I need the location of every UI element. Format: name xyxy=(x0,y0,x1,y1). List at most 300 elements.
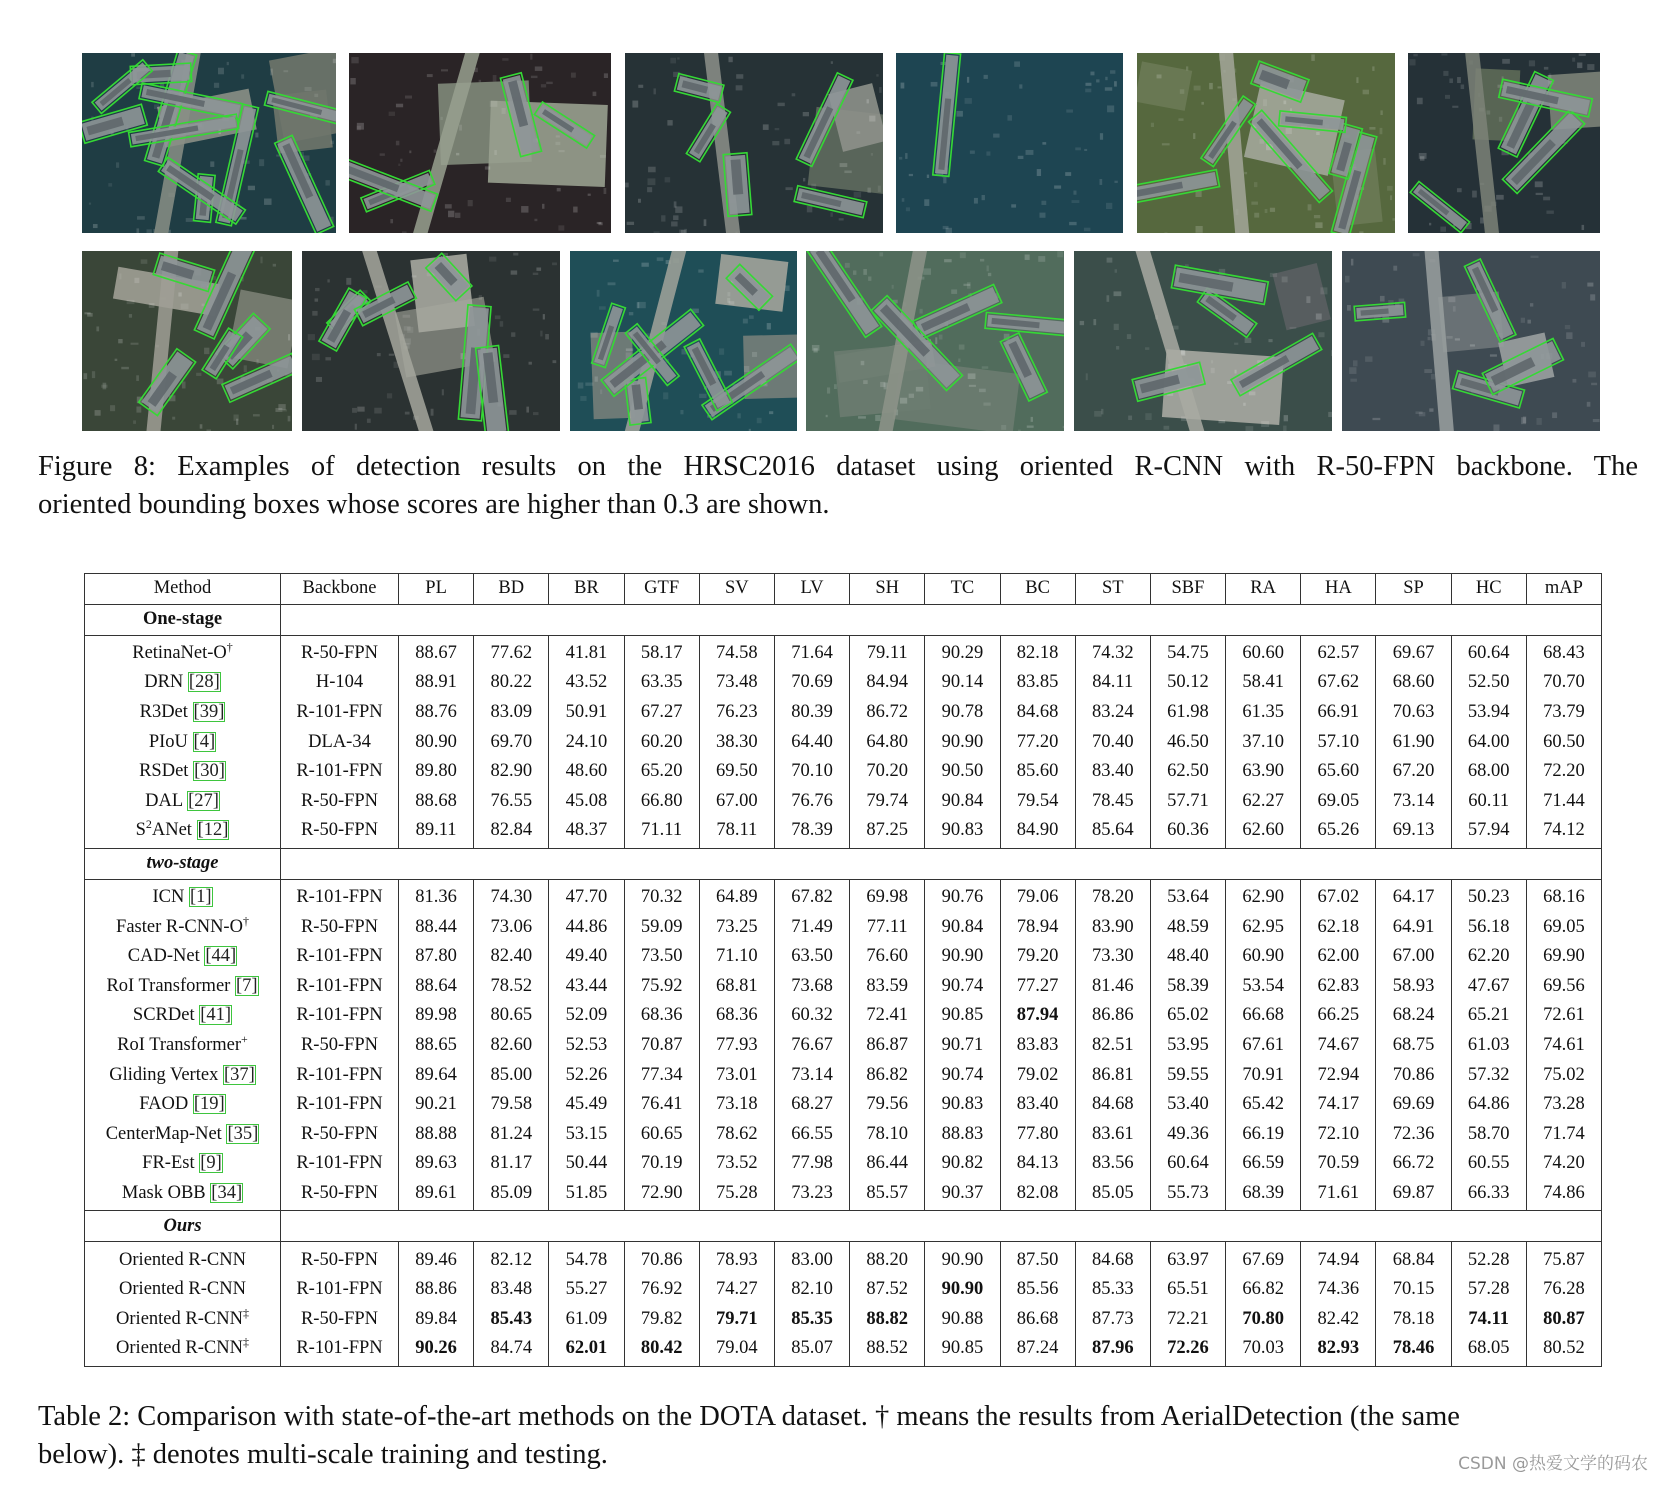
thumb-4-image xyxy=(896,53,1123,233)
value-cell-ra: 62.60 xyxy=(1226,816,1301,848)
value-cell-st: 83.90 xyxy=(1075,912,1150,942)
citation-link[interactable]: [41] xyxy=(200,1005,232,1026)
method-name: Oriented R-CNN xyxy=(119,1279,246,1300)
value-cell-bc: 85.56 xyxy=(1000,1275,1075,1305)
value-cell-sbf: 55.73 xyxy=(1150,1179,1225,1211)
citation-link[interactable]: [30] xyxy=(194,761,225,782)
value-cell-map: 75.87 xyxy=(1526,1242,1601,1275)
value-cell-sv: 68.36 xyxy=(699,1001,774,1031)
method-name: CAD-Net xyxy=(127,946,200,967)
backbone-cell: R-50-FPN xyxy=(281,1179,399,1211)
thumb-3-image xyxy=(625,53,883,233)
citation-link[interactable]: [4] xyxy=(193,731,216,752)
value-cell-bd: 81.24 xyxy=(474,1120,549,1150)
value-cell-pl: 88.64 xyxy=(399,972,474,1002)
header-sv: SV xyxy=(699,574,774,605)
value-cell-bc: 79.02 xyxy=(1000,1060,1075,1090)
citation-link[interactable]: [37] xyxy=(223,1064,255,1085)
value-cell-map: 80.52 xyxy=(1526,1334,1601,1366)
table-caption xyxy=(38,1398,1638,1474)
citation-link[interactable]: [44] xyxy=(205,946,237,967)
value-cell-ra: 66.19 xyxy=(1226,1120,1301,1150)
method-cell xyxy=(85,1275,281,1305)
value-cell-sv: 73.48 xyxy=(699,668,774,698)
value-cell-br: 50.91 xyxy=(549,698,624,728)
value-cell-ra: 70.80 xyxy=(1226,1304,1301,1334)
header-lv: LV xyxy=(774,574,849,605)
value-cell-tc: 88.83 xyxy=(925,1120,1000,1150)
value-cell-st: 73.30 xyxy=(1075,942,1150,972)
table-row xyxy=(85,1090,1602,1120)
method-mark: ‡ xyxy=(242,1305,249,1320)
value-cell-ra: 53.54 xyxy=(1226,972,1301,1002)
method-cell xyxy=(85,816,281,848)
value-cell-ha: 69.05 xyxy=(1301,787,1376,817)
value-cell-bc: 77.20 xyxy=(1000,727,1075,757)
value-cell-map: 69.90 xyxy=(1526,942,1601,972)
section-header-group xyxy=(85,848,1602,879)
value-cell-tc: 90.50 xyxy=(925,757,1000,787)
value-cell-ra: 67.69 xyxy=(1226,1242,1301,1275)
value-cell-ha: 72.94 xyxy=(1301,1060,1376,1090)
value-cell-hc: 64.00 xyxy=(1451,727,1526,757)
value-cell-st: 87.96 xyxy=(1075,1334,1150,1366)
backbone-cell: R-101-FPN xyxy=(281,1149,399,1179)
value-cell-st: 78.20 xyxy=(1075,879,1150,912)
value-cell-ha: 65.60 xyxy=(1301,757,1376,787)
value-cell-hc: 52.28 xyxy=(1451,1242,1526,1275)
value-cell-sh: 84.94 xyxy=(850,668,925,698)
thumb-11 xyxy=(1074,251,1332,431)
backbone-cell: R-50-FPN xyxy=(281,787,399,817)
value-cell-ra: 58.41 xyxy=(1226,668,1301,698)
value-cell-br: 24.10 xyxy=(549,727,624,757)
thumb-10-image xyxy=(806,251,1064,431)
value-cell-map: 68.16 xyxy=(1526,879,1601,912)
value-cell-lv: 68.27 xyxy=(774,1090,849,1120)
value-cell-hc: 56.18 xyxy=(1451,912,1526,942)
value-cell-gtf: 80.42 xyxy=(624,1334,699,1366)
value-cell-ha: 62.18 xyxy=(1301,912,1376,942)
value-cell-bd: 85.09 xyxy=(474,1179,549,1211)
method-name: RoI Transformer xyxy=(106,975,231,996)
value-cell-hc: 60.64 xyxy=(1451,635,1526,668)
value-cell-ra: 66.82 xyxy=(1226,1275,1301,1305)
thumb-1 xyxy=(82,53,336,233)
value-cell-sp: 78.18 xyxy=(1376,1304,1451,1334)
value-cell-st: 74.32 xyxy=(1075,635,1150,668)
value-cell-map: 80.87 xyxy=(1526,1304,1601,1334)
value-cell-sh: 64.80 xyxy=(850,727,925,757)
value-cell-ra: 70.91 xyxy=(1226,1060,1301,1090)
value-cell-sh: 70.20 xyxy=(850,757,925,787)
method-cell xyxy=(85,757,281,787)
backbone-cell: R-50-FPN xyxy=(281,1031,399,1061)
value-cell-sv: 78.11 xyxy=(699,816,774,848)
value-cell-bc: 84.90 xyxy=(1000,816,1075,848)
value-cell-hc: 68.00 xyxy=(1451,757,1526,787)
value-cell-bd: 82.84 xyxy=(474,816,549,848)
value-cell-st: 70.40 xyxy=(1075,727,1150,757)
header-sh: SH xyxy=(850,574,925,605)
value-cell-br: 45.08 xyxy=(549,787,624,817)
value-cell-ra: 62.95 xyxy=(1226,912,1301,942)
thumb-12 xyxy=(1342,251,1600,431)
value-cell-bd: 74.30 xyxy=(474,879,549,912)
value-cell-sh: 72.41 xyxy=(850,1001,925,1031)
value-cell-ra: 67.61 xyxy=(1226,1031,1301,1061)
value-cell-bc: 83.85 xyxy=(1000,668,1075,698)
value-cell-sv: 74.27 xyxy=(699,1275,774,1305)
value-cell-sh: 76.60 xyxy=(850,942,925,972)
thumb-6-image xyxy=(1408,53,1600,233)
value-cell-sv: 79.71 xyxy=(699,1304,774,1334)
value-cell-bd: 80.22 xyxy=(474,668,549,698)
citation-link[interactable]: [9] xyxy=(200,1153,222,1174)
value-cell-sp: 64.91 xyxy=(1376,912,1451,942)
value-cell-sv: 38.30 xyxy=(699,727,774,757)
value-cell-lv: 73.68 xyxy=(774,972,849,1002)
value-cell-map: 73.79 xyxy=(1526,698,1601,728)
value-cell-sp: 67.20 xyxy=(1376,757,1451,787)
value-cell-sv: 77.93 xyxy=(699,1031,774,1061)
value-cell-pl: 88.76 xyxy=(399,698,474,728)
value-cell-bc: 79.20 xyxy=(1000,942,1075,972)
value-cell-bd: 80.65 xyxy=(474,1001,549,1031)
value-cell-hc: 58.70 xyxy=(1451,1120,1526,1150)
value-cell-sp: 73.14 xyxy=(1376,787,1451,817)
value-cell-lv: 70.69 xyxy=(774,668,849,698)
value-cell-sbf: 50.12 xyxy=(1150,668,1225,698)
citation-link[interactable]: [19] xyxy=(193,1094,225,1115)
value-cell-sp: 58.93 xyxy=(1376,972,1451,1002)
value-cell-br: 61.09 xyxy=(549,1304,624,1334)
table-caption-line-2: below). ‡ denotes multi-scale training and testing. xyxy=(38,1439,608,1470)
value-cell-sp: 72.36 xyxy=(1376,1120,1451,1150)
header-sp: SP xyxy=(1376,574,1451,605)
value-cell-sv: 78.93 xyxy=(699,1242,774,1275)
backbone-cell: R-101-FPN xyxy=(281,879,399,912)
section-row xyxy=(85,604,1602,635)
value-cell-map: 76.28 xyxy=(1526,1275,1601,1305)
backbone-cell: R-50-FPN xyxy=(281,1242,399,1275)
value-cell-st: 85.05 xyxy=(1075,1179,1150,1211)
value-cell-bd: 82.40 xyxy=(474,942,549,972)
table-row xyxy=(85,698,1602,728)
value-cell-sv: 74.58 xyxy=(699,635,774,668)
header-map: mAP xyxy=(1526,574,1601,605)
value-cell-sbf: 72.21 xyxy=(1150,1304,1225,1334)
value-cell-hc: 65.21 xyxy=(1451,1001,1526,1031)
value-cell-sbf: 58.39 xyxy=(1150,972,1225,1002)
value-cell-br: 55.27 xyxy=(549,1275,624,1305)
citation-link[interactable]: [1] xyxy=(189,887,212,908)
header-ra: RA xyxy=(1226,574,1301,605)
value-cell-ha: 65.26 xyxy=(1301,816,1376,848)
value-cell-tc: 90.82 xyxy=(925,1149,1000,1179)
value-cell-br: 41.81 xyxy=(549,635,624,668)
method-cell xyxy=(85,1242,281,1275)
value-cell-sv: 75.28 xyxy=(699,1179,774,1211)
value-cell-sh: 88.82 xyxy=(850,1304,925,1334)
section-label: One-stage xyxy=(85,604,281,635)
backbone-cell: R-101-FPN xyxy=(281,942,399,972)
value-cell-map: 69.05 xyxy=(1526,912,1601,942)
value-cell-st: 83.40 xyxy=(1075,757,1150,787)
backbone-cell: R-50-FPN xyxy=(281,1120,399,1150)
table-header-row xyxy=(85,574,1602,605)
header-method: Method xyxy=(85,574,281,605)
value-cell-gtf: 68.36 xyxy=(624,1001,699,1031)
value-cell-br: 52.53 xyxy=(549,1031,624,1061)
value-cell-ra: 37.10 xyxy=(1226,727,1301,757)
table-row xyxy=(85,1001,1602,1031)
value-cell-br: 47.70 xyxy=(549,879,624,912)
section-label: two-stage xyxy=(85,848,281,879)
table-row xyxy=(85,787,1602,817)
value-cell-sbf: 59.55 xyxy=(1150,1060,1225,1090)
value-cell-bc: 77.27 xyxy=(1000,972,1075,1002)
value-cell-ra: 60.60 xyxy=(1226,635,1301,668)
value-cell-map: 71.44 xyxy=(1526,787,1601,817)
table-row xyxy=(85,668,1602,698)
value-cell-hc: 61.03 xyxy=(1451,1031,1526,1061)
value-cell-map: 71.74 xyxy=(1526,1120,1601,1150)
value-cell-sp: 69.67 xyxy=(1376,635,1451,668)
table-header xyxy=(85,574,1602,605)
figure-row-1 xyxy=(82,53,1600,233)
value-cell-sp: 70.86 xyxy=(1376,1060,1451,1090)
value-cell-tc: 90.84 xyxy=(925,787,1000,817)
thumb-11-image xyxy=(1074,251,1332,431)
value-cell-pl: 89.11 xyxy=(399,816,474,848)
value-cell-pl: 88.65 xyxy=(399,1031,474,1061)
method-mark: ‡ xyxy=(242,1335,249,1350)
value-cell-lv: 64.40 xyxy=(774,727,849,757)
value-cell-sbf: 62.50 xyxy=(1150,757,1225,787)
thumb-5-image xyxy=(1137,53,1395,233)
value-cell-hc: 68.05 xyxy=(1451,1334,1526,1366)
backbone-cell: R-101-FPN xyxy=(281,1334,399,1366)
section-spacer xyxy=(281,604,1602,635)
value-cell-ha: 72.10 xyxy=(1301,1120,1376,1150)
section-body xyxy=(85,879,1602,1211)
value-cell-lv: 71.64 xyxy=(774,635,849,668)
thumb-12-image xyxy=(1342,251,1600,431)
value-cell-gtf: 70.87 xyxy=(624,1031,699,1061)
method-mark: † xyxy=(242,913,249,928)
value-cell-bc: 87.94 xyxy=(1000,1001,1075,1031)
value-cell-bd: 85.43 xyxy=(474,1304,549,1334)
value-cell-bd: 76.55 xyxy=(474,787,549,817)
value-cell-lv: 83.00 xyxy=(774,1242,849,1275)
thumb-10 xyxy=(806,251,1064,431)
thumb-1-image xyxy=(82,53,336,233)
table-row xyxy=(85,1242,1602,1275)
value-cell-bc: 83.83 xyxy=(1000,1031,1075,1061)
table-row xyxy=(85,972,1602,1002)
value-cell-sv: 73.18 xyxy=(699,1090,774,1120)
value-cell-sp: 67.00 xyxy=(1376,942,1451,972)
value-cell-sv: 64.89 xyxy=(699,879,774,912)
citation-link[interactable]: [12] xyxy=(197,820,229,841)
backbone-cell: R-50-FPN xyxy=(281,1304,399,1334)
value-cell-map: 74.61 xyxy=(1526,1031,1601,1061)
method-name: Mask OBB xyxy=(121,1182,206,1203)
table-row xyxy=(85,727,1602,757)
header-bd: BD xyxy=(474,574,549,605)
table-row xyxy=(85,757,1602,787)
value-cell-bd: 79.58 xyxy=(474,1090,549,1120)
citation-link[interactable]: [39] xyxy=(193,702,225,723)
value-cell-sh: 79.56 xyxy=(850,1090,925,1120)
value-cell-ra: 66.68 xyxy=(1226,1001,1301,1031)
results-table xyxy=(84,573,1602,1367)
value-cell-sbf: 53.40 xyxy=(1150,1090,1225,1120)
backbone-cell: R-101-FPN xyxy=(281,972,399,1002)
value-cell-tc: 90.90 xyxy=(925,727,1000,757)
backbone-cell: DLA-34 xyxy=(281,727,399,757)
value-cell-bc: 83.40 xyxy=(1000,1090,1075,1120)
section-spacer xyxy=(281,1211,1602,1242)
value-cell-map: 72.61 xyxy=(1526,1001,1601,1031)
value-cell-ra: 68.39 xyxy=(1226,1179,1301,1211)
value-cell-sbf: 60.64 xyxy=(1150,1149,1225,1179)
header-hc: HC xyxy=(1451,574,1526,605)
value-cell-gtf: 76.41 xyxy=(624,1090,699,1120)
table-row xyxy=(85,635,1602,668)
method-cell xyxy=(85,698,281,728)
method-name: FR-Est xyxy=(142,1153,195,1174)
header-gtf: GTF xyxy=(624,574,699,605)
value-cell-sp: 69.13 xyxy=(1376,816,1451,848)
value-cell-sbf: 48.40 xyxy=(1150,942,1225,972)
citation-link[interactable]: [34] xyxy=(211,1182,243,1203)
value-cell-sh: 79.11 xyxy=(850,635,925,668)
thumb-7 xyxy=(82,251,292,431)
value-cell-sbf: 72.26 xyxy=(1150,1334,1225,1366)
value-cell-gtf: 79.82 xyxy=(624,1304,699,1334)
value-cell-ha: 62.57 xyxy=(1301,635,1376,668)
value-cell-ha: 74.94 xyxy=(1301,1242,1376,1275)
method-cell xyxy=(85,1001,281,1031)
value-cell-hc: 57.32 xyxy=(1451,1060,1526,1090)
method-name: FAOD xyxy=(139,1094,189,1115)
value-cell-pl: 88.67 xyxy=(399,635,474,668)
value-cell-st: 82.51 xyxy=(1075,1031,1150,1061)
value-cell-lv: 66.55 xyxy=(774,1120,849,1150)
value-cell-sp: 70.63 xyxy=(1376,698,1451,728)
citation-link[interactable]: [7] xyxy=(235,975,258,996)
method-cell xyxy=(85,942,281,972)
value-cell-lv: 73.14 xyxy=(774,1060,849,1090)
value-cell-pl: 81.36 xyxy=(399,879,474,912)
value-cell-sh: 88.20 xyxy=(850,1242,925,1275)
method-cell xyxy=(85,1304,281,1334)
value-cell-lv: 76.67 xyxy=(774,1031,849,1061)
table-row xyxy=(85,1334,1602,1366)
value-cell-bc: 77.80 xyxy=(1000,1120,1075,1150)
thumb-6 xyxy=(1408,53,1600,233)
value-cell-sh: 86.82 xyxy=(850,1060,925,1090)
method-name: Oriented R-CNN xyxy=(116,1308,243,1329)
thumb-5 xyxy=(1137,53,1395,233)
value-cell-ha: 82.42 xyxy=(1301,1304,1376,1334)
value-cell-ha: 74.36 xyxy=(1301,1275,1376,1305)
value-cell-hc: 47.67 xyxy=(1451,972,1526,1002)
value-cell-ra: 66.59 xyxy=(1226,1149,1301,1179)
value-cell-sh: 79.74 xyxy=(850,787,925,817)
backbone-cell: R-50-FPN xyxy=(281,912,399,942)
value-cell-pl: 89.80 xyxy=(399,757,474,787)
value-cell-sbf: 57.71 xyxy=(1150,787,1225,817)
value-cell-tc: 90.90 xyxy=(925,942,1000,972)
value-cell-st: 84.68 xyxy=(1075,1242,1150,1275)
value-cell-sp: 61.90 xyxy=(1376,727,1451,757)
value-cell-ra: 62.27 xyxy=(1226,787,1301,817)
value-cell-sp: 78.46 xyxy=(1376,1334,1451,1366)
backbone-cell: R-50-FPN xyxy=(281,816,399,848)
value-cell-st: 78.45 xyxy=(1075,787,1150,817)
value-cell-st: 83.61 xyxy=(1075,1120,1150,1150)
value-cell-hc: 57.28 xyxy=(1451,1275,1526,1305)
value-cell-bd: 73.06 xyxy=(474,912,549,942)
value-cell-bd: 69.70 xyxy=(474,727,549,757)
value-cell-sh: 69.98 xyxy=(850,879,925,912)
method-name: RSDet xyxy=(139,761,189,782)
value-cell-map: 74.12 xyxy=(1526,816,1601,848)
value-cell-sv: 67.00 xyxy=(699,787,774,817)
value-cell-st: 86.86 xyxy=(1075,1001,1150,1031)
value-cell-bc: 87.24 xyxy=(1000,1334,1075,1366)
value-cell-bd: 85.00 xyxy=(474,1060,549,1090)
value-cell-bc: 79.54 xyxy=(1000,787,1075,817)
value-cell-gtf: 67.27 xyxy=(624,698,699,728)
method-name: RoI Transformer xyxy=(117,1035,242,1056)
value-cell-bc: 84.13 xyxy=(1000,1149,1075,1179)
citation-link[interactable]: [35] xyxy=(227,1123,259,1144)
value-cell-hc: 52.50 xyxy=(1451,668,1526,698)
value-cell-sh: 77.11 xyxy=(850,912,925,942)
value-cell-st: 84.68 xyxy=(1075,1090,1150,1120)
value-cell-ha: 67.62 xyxy=(1301,668,1376,698)
value-cell-br: 51.85 xyxy=(549,1179,624,1211)
value-cell-sp: 68.60 xyxy=(1376,668,1451,698)
value-cell-sv: 76.23 xyxy=(699,698,774,728)
method-cell xyxy=(85,912,281,942)
header-pl: PL xyxy=(399,574,474,605)
value-cell-sh: 85.57 xyxy=(850,1179,925,1211)
value-cell-st: 85.33 xyxy=(1075,1275,1150,1305)
method-name: Gliding Vertex xyxy=(109,1064,219,1085)
figure-caption xyxy=(38,448,1638,524)
value-cell-ha: 74.67 xyxy=(1301,1031,1376,1061)
value-cell-sbf: 53.95 xyxy=(1150,1031,1225,1061)
method-cell xyxy=(85,668,281,698)
citation-link[interactable]: [27] xyxy=(188,790,219,811)
section-label: Ours xyxy=(85,1211,281,1242)
value-cell-tc: 90.90 xyxy=(925,1275,1000,1305)
value-cell-tc: 90.90 xyxy=(925,1242,1000,1275)
value-cell-ha: 62.83 xyxy=(1301,972,1376,1002)
table-row xyxy=(85,942,1602,972)
value-cell-hc: 66.33 xyxy=(1451,1179,1526,1211)
thumb-7-image xyxy=(82,251,292,431)
value-cell-lv: 71.49 xyxy=(774,912,849,942)
value-cell-sh: 87.25 xyxy=(850,816,925,848)
citation-link[interactable]: [28] xyxy=(188,672,220,693)
method-cell xyxy=(85,1031,281,1061)
